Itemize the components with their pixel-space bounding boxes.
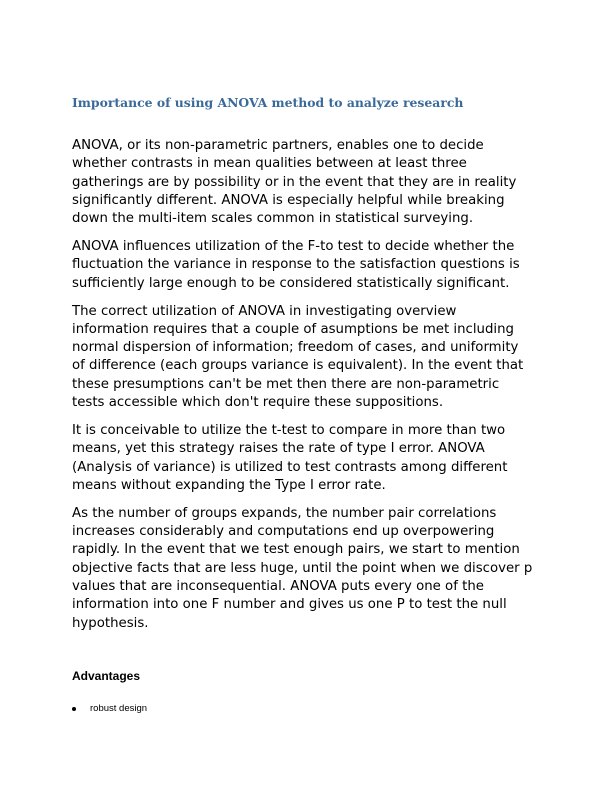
list-item-label: robust design xyxy=(90,703,148,714)
paragraph-5: As the number of groups expands, the number pair correlations increases considerably and computations end up overpowering rapidly. In the event that we test enough pairs, we start to mention objective facts that are less huge, until the point when we discover p values that are inconsequential. ANOVA puts every one of the information into one F number and gives us one P to test the null hypothesis. xyxy=(72,505,533,631)
list-item xyxy=(72,703,147,714)
document-body xyxy=(72,137,542,642)
paragraph-2: ANOVA influences utilization of the F-to test to decide whether the fluctuation the variance in response to the satisfaction questions is sufficiently large enough to be considered statistically significant. xyxy=(72,239,520,291)
advantages-heading: Advantages xyxy=(72,669,141,683)
bullet-icon xyxy=(72,707,76,711)
paragraph-1: ANOVA, or its non-parametric partners, enables one to decide whether contrasts in mean qualities between at least three gatherings are by possibility or in the event that they are in reality significantly different. ANOVA is especially helpful while breaking down the multi-item scales common in statistical surveying. xyxy=(72,138,517,227)
advantages-list xyxy=(72,703,147,714)
paragraph-3: The correct utilization of ANOVA in investigating overview information requires that a couple of asumptions be met including normal dispersion of information; freedom of cases, and uniformity of difference (each groups variance is equivalent). In the event that these presumptions can't be met then there are non-parametric tests accessible which don't require these suppositions. xyxy=(72,303,524,411)
paragraph-4: It is conceivable to utilize the t-test to compare in more than two means, yet this strategy raises the rate of type I error. ANOVA (Analysis of variance) is utilized to test contrasts among different means without expanding the Type I error rate. xyxy=(72,422,508,493)
page-title: Importance of using ANOVA method to analyze research xyxy=(72,95,464,110)
